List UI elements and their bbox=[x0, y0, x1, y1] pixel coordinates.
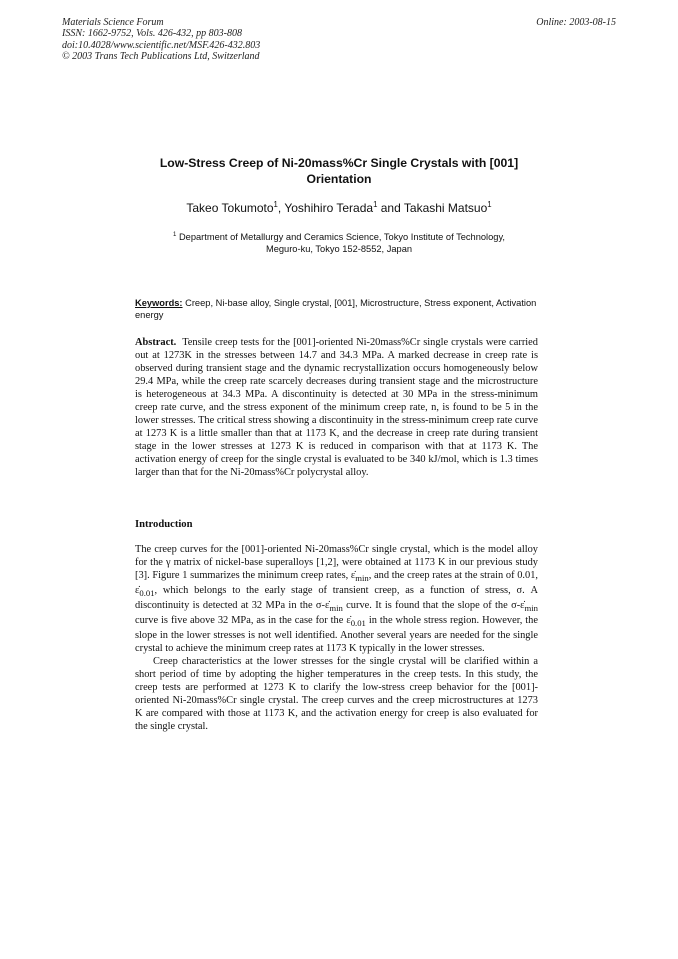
abstract-section bbox=[135, 337, 538, 479]
author-affiliation-marker: 1 bbox=[373, 200, 378, 209]
epsilon-dot-symbol: ε̇ bbox=[350, 569, 356, 581]
text-run: in the whole stress region. However, the slope in the lower stresses is not well identified. Another several years are needed for the single crystal to achieve the minimum creep rates at 1173 K typically in the lower stresses. bbox=[135, 615, 538, 654]
text-run: , which belongs to the early stage of transient creep, as a function of stress, σ. A discontinuity is detected at 32 MPa in the σ- bbox=[135, 584, 538, 611]
title-line-2: Orientation bbox=[306, 171, 372, 186]
author-name: Yoshihiro Terada bbox=[284, 201, 374, 215]
introduction-body bbox=[135, 544, 538, 734]
epsilon-dot-symbol: ε̇ bbox=[135, 584, 140, 596]
online-date: Online: 2003-08-15 bbox=[536, 17, 616, 28]
copyright-line: © 2003 Trans Tech Publications Ltd, Switzerland bbox=[62, 50, 260, 62]
doi-line[interactable]: doi:10.4028/www.scientific.net/MSF.426-432.803 bbox=[62, 39, 261, 51]
keywords-label: Keywords: bbox=[135, 298, 183, 308]
keywords-section bbox=[135, 297, 543, 321]
journal-name: Materials Science Forum bbox=[62, 17, 164, 28]
abstract-text: Tensile creep tests for the [001]-oriented Ni-20mass%Cr single crystals were carried out at 1273K in the stresses between 14.7 and 34.3 MPa. A marked decrease in creep rate is observed during transient stage and the dynamic recrystallization occurs homogeneously below 29.4 MPa, while the creep rate scarcely decreases during transient stage and the microstructure is heterogeneous at 34.3 MPa. A discontinuity is detected at 30 MPa in the stress-minimum creep rate curve, and the stress exponent of the minimum creep rate, n, is found to be 5 in the lower stresses. The critical stress showing a discontinuity in the stress-minimum creep rate curve at 1273 K is a little smaller than that at 1173 K, and the decrease in creep rate during transient stage in the lower stresses at 1273 K is reduced in comparison with that at 1173 K. The activation energy of creep for the single crystal is evaluated to be 340 kJ/mol, which is 1.3 times larger than that for the Ni-20mass%Cr polycrystal alloy. bbox=[135, 337, 538, 478]
author-affiliation-marker: 1 bbox=[487, 200, 492, 209]
author-separator: , bbox=[277, 201, 285, 215]
author-affiliation-marker: 1 bbox=[273, 200, 278, 209]
author-list bbox=[120, 201, 558, 216]
introduction-heading: Introduction bbox=[135, 519, 193, 530]
subscript: min bbox=[355, 572, 369, 583]
intro-paragraph-1 bbox=[135, 544, 538, 656]
author-name: Takashi Matsuo bbox=[403, 201, 488, 215]
author-name: Takeo Tokumoto bbox=[186, 201, 274, 215]
affiliation-line-1: Department of Metallurgy and Ceramics Science, Tokyo Institute of Technology, bbox=[178, 232, 506, 242]
issn-line: ISSN: 1662-9752, Vols. 426-432, pp 803-808 bbox=[62, 28, 242, 40]
publication-info bbox=[62, 17, 382, 62]
affiliation-line-2: Meguro-ku, Tokyo 152-8552, Japan bbox=[265, 244, 413, 254]
subscript: 0.01 bbox=[350, 618, 366, 629]
epsilon-dot-symbol: ε̇ bbox=[520, 599, 525, 611]
keywords-text: Creep, Ni-base alloy, Single crystal, [001], Microstructure, Stress exponent, Activation energy bbox=[135, 298, 537, 320]
epsilon-dot-symbol: ε̇ bbox=[324, 599, 330, 611]
text-run: The creep curves for the [001]-oriented Ni-20mass%Cr single crystal, which is the model alloy for the γ matrix of nickel-base superalloys [1,2], were obtained at 1173 K in our previous study [3]. Figure 1 summarizes the minimum creep rates, bbox=[135, 544, 538, 581]
title-line-1: Low-Stress Creep of Ni-20mass%Cr Single Crystals with [001] bbox=[159, 156, 519, 170]
paper-title bbox=[120, 156, 558, 187]
affiliation bbox=[130, 231, 548, 255]
intro-paragraph-2: Creep characteristics at the lower stresses for the single crystal will be clarified within a short period of time by adopting the higher temperatures in the creep tests. In this study, the creep tests are performed at 1273 K to clarify the low-stress creep behavior for the [001]-oriented Ni-20mass%Cr single crystal. The creep curves and the creep microstructures at 1273 K are compared with those at 1173 K, and the activation energy for creep is also evaluated for the single crystal. bbox=[135, 655, 538, 732]
affiliation-marker: 1 bbox=[172, 231, 177, 238]
subscript: min bbox=[524, 603, 538, 614]
epsilon-dot-symbol: ε̇ bbox=[346, 615, 351, 626]
text-run: curve. It is found that the slope of the σ- bbox=[342, 599, 521, 611]
text-run: , and the creep rates at the strain of 0.01, bbox=[368, 569, 538, 581]
author-separator: and bbox=[377, 201, 404, 215]
subscript: 0.01 bbox=[139, 588, 155, 599]
abstract-label: Abstract. bbox=[135, 337, 177, 348]
text-run: curve is five above 32 MPa, as in the case for the bbox=[135, 615, 347, 626]
subscript: min bbox=[329, 603, 343, 614]
